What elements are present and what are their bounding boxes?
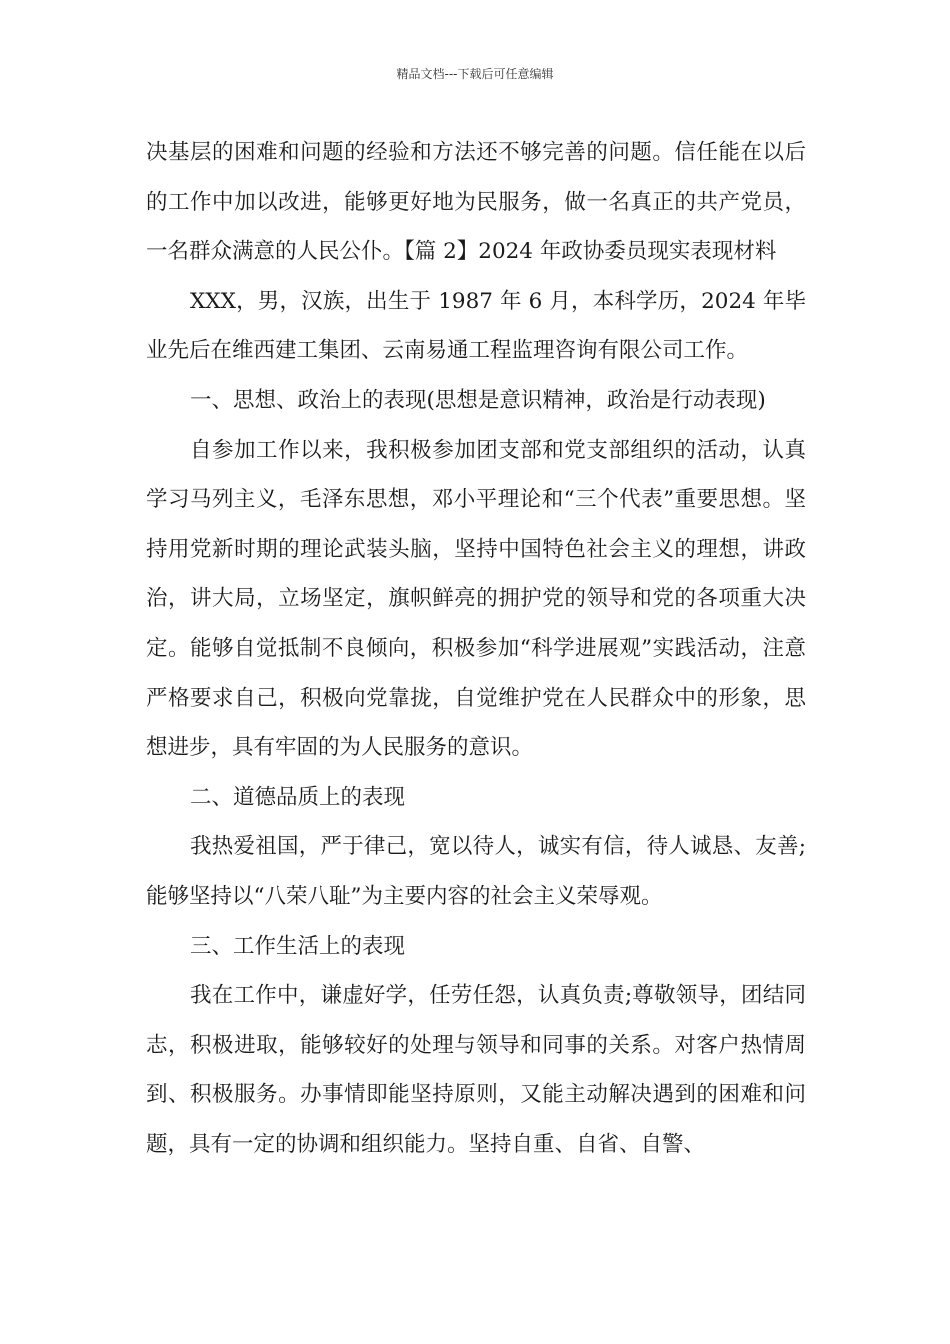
paragraph-4: 我热爱祖国，严于律己，宽以待人，诚实有信，待人诚恳、友善;能够坚持以“八荣八耻”为主要内容的社会主义荣辱观。 xyxy=(146,834,806,909)
section-heading-2: 二、道德品质上的表现 xyxy=(190,784,406,810)
paragraph-3: 自参加工作以来，我积极参加团支部和党支部组织的活动，认真学习马列主义，毛泽东思想，邓小平理论和“三个代表”重要思想。坚持用党新时期的理论武装头脑，坚持中国特色社会主义的理想，讲政治，讲大局，立场坚定，旗帜鲜亮的拥护党的领导和党的各项重大决定。能够自觉抵制不良倾向，积极参加“科学进展观”实践活动，注意严格要求自己，积极向党靠拢，自觉维护党在人民群众中的形象，思想进步，具有牢固的为人民服务的意识。 xyxy=(146,437,806,761)
page-header: 精品文档---下载后可任意编辑 xyxy=(396,67,554,81)
section-heading-1: 一、思想、政治上的表现(思想是意识精神，政治是行动表现) xyxy=(190,387,766,413)
section-heading-3: 三、工作生活上的表现 xyxy=(190,933,406,959)
document-body xyxy=(146,128,806,1169)
paragraph-5: 我在工作中，谦虚好学，任劳任怨，认真负责;尊敬领导，团结同志，积极进取，能够较好的处理与领导和同事的关系。对客户热情周到、积极服务。办事情即能坚持原则，又能主动解决遇到的困难和问题，具有一定的协调和组织能力。坚持自重、自省、自警、 xyxy=(146,983,806,1157)
paragraph-2: XXX，男，汉族，出生于 1987 年 6 月，本科学历，2024 年毕业先后在维西建工集团、云南易通工程监理咨询有限公司工作。 xyxy=(146,288,806,364)
paragraph-1: 决基层的困难和问题的经验和方法还不够完善的问题。信任能在以后的工作中加以改进，能够更好地为民服务，做一名真正的共产党员，一名群众满意的人民公仆。【篇 2】2024 年政协委员现实表现材料 xyxy=(146,140,806,265)
